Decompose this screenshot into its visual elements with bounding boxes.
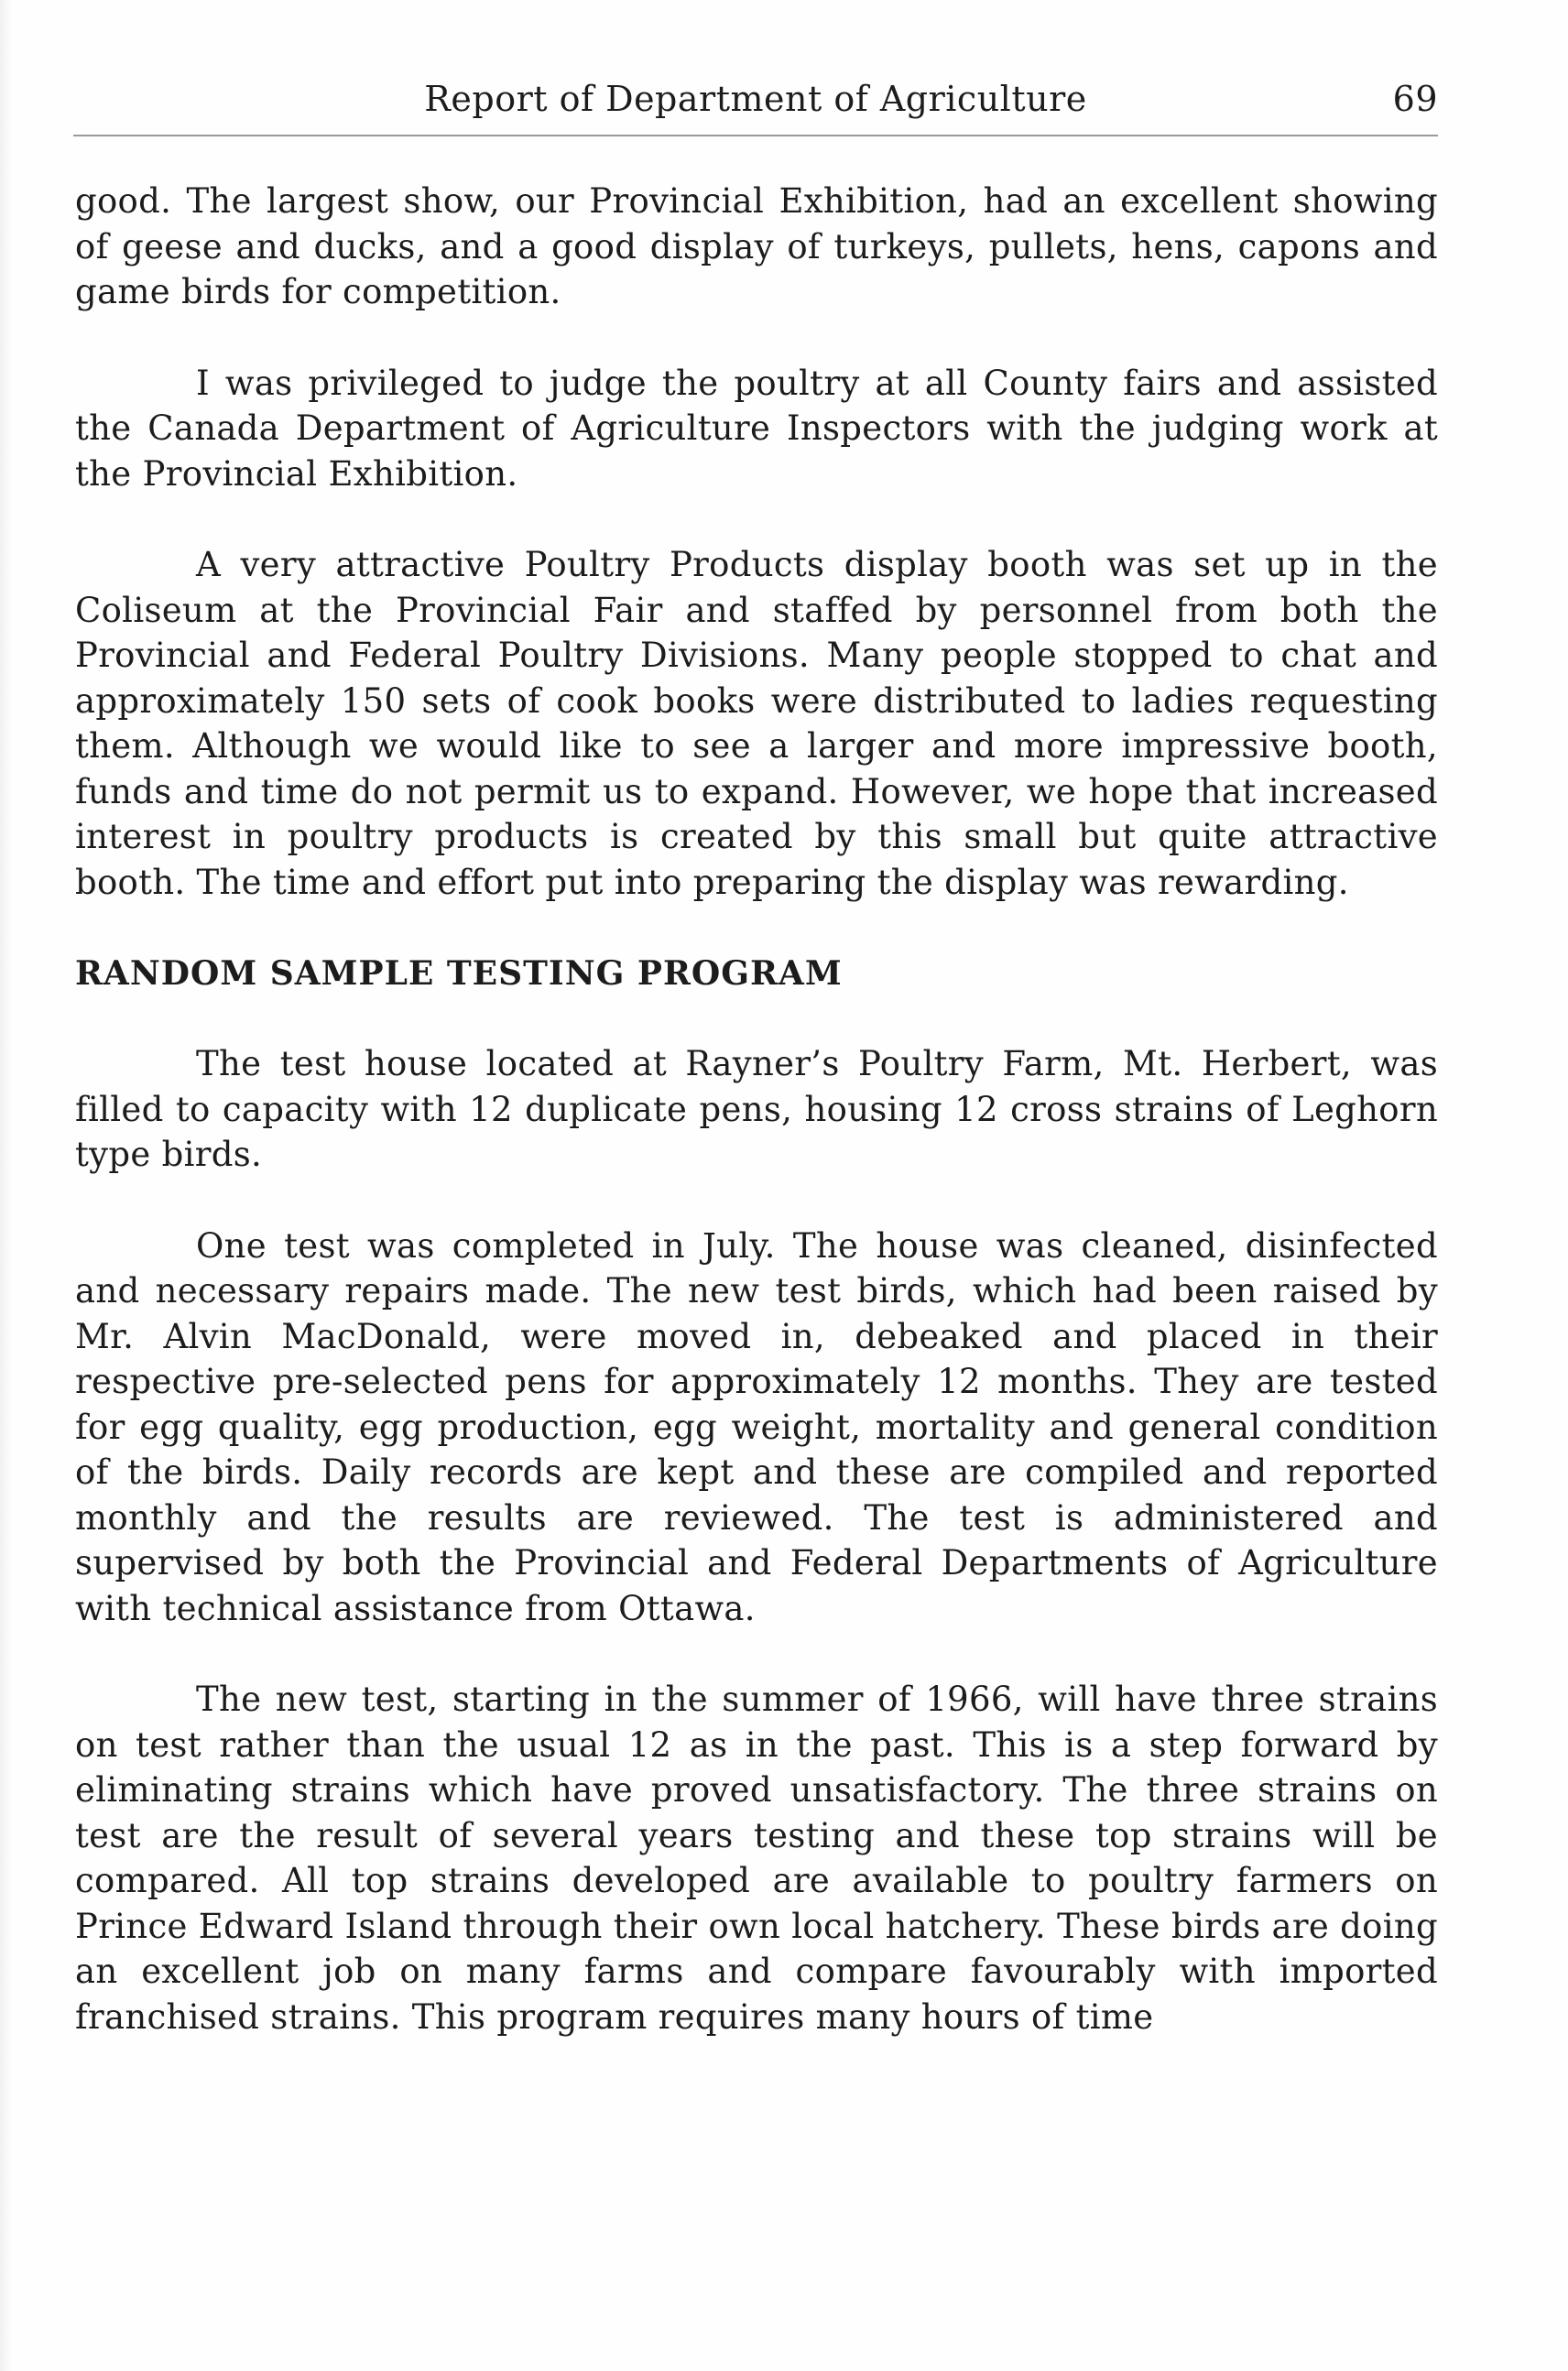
header-rule xyxy=(73,135,1438,136)
body-text xyxy=(75,179,1438,2085)
paragraph-new-test: The new test, starting in the summer of 1966, will have three strains on test rather than the usual 12 as in the past. This is a step forward by eliminating strains which have proved unsatisfactory. The three strains on test are the result of several years testing and these top strains will be compared. All top strains developed are available to poultry farmers on Prince Edward Island through their own local hatchery. These birds are doing an excellent job on many farms and compare favourably with imported franchised strains. This program requires many hours of time xyxy=(75,1680,1438,2037)
running-title: Report of Department of Agriculture xyxy=(424,79,1087,119)
paragraph-continued: good. The largest show, our Provincial Exhibition, had an excellent showing of geese and ducks, and a good display of turkeys, pullets, hens, capons and game birds for competition. xyxy=(75,181,1438,311)
section-heading: RANDOM SAMPLE TESTING PROGRAM xyxy=(75,954,843,993)
paragraph-test-house: The test house located at Rayner’s Poultry Farm, Mt. Herbert, was filled to capacity with 12 duplicate pens, housing 12 cross strains of Leghorn type birds. xyxy=(75,1044,1438,1174)
paragraph-display-booth: A very attractive Poultry Products display booth was set up in the Coliseum at the Provincial Fair and staffed by personnel from both the Provincial and Federal Poultry Divisions. Many people stopped to chat and approximately 150 sets of cook books were distributed to ladies requesting them. Although we would like to see a larger and more impressive booth, funds and time do not permit us to expand. However, we hope that increased interest in poultry products is created by this small but quite attractive booth. The time and effort put into preparing the display was rewarding. xyxy=(75,545,1438,902)
page-gutter-shadow xyxy=(0,0,13,2371)
page-number: 69 xyxy=(1392,79,1438,119)
paragraph-judging: I was privileged to judge the poultry at all County fairs and assisted the Canada Department of Agriculture Inspectors with the judging work at the Provincial Exhibition. xyxy=(75,363,1438,494)
running-header xyxy=(73,71,1438,126)
paragraph-test-completed: One test was completed in July. The house was cleaned, disinfected and necessary repairs made. The new test birds, which had been raised by Mr. Alvin MacDonald, were moved in, debeaked and placed in their respective pre-selected pens for approximately 12 months. They are tested for egg quality, egg production, egg weight, mortality and general condition of the birds. Daily records are kept and these are compiled and reported monthly and the results are reviewed. The test is administered and supervised by both the Provincial and Federal Departments of Agriculture with technical assistance from Ottawa. xyxy=(75,1225,1438,1628)
